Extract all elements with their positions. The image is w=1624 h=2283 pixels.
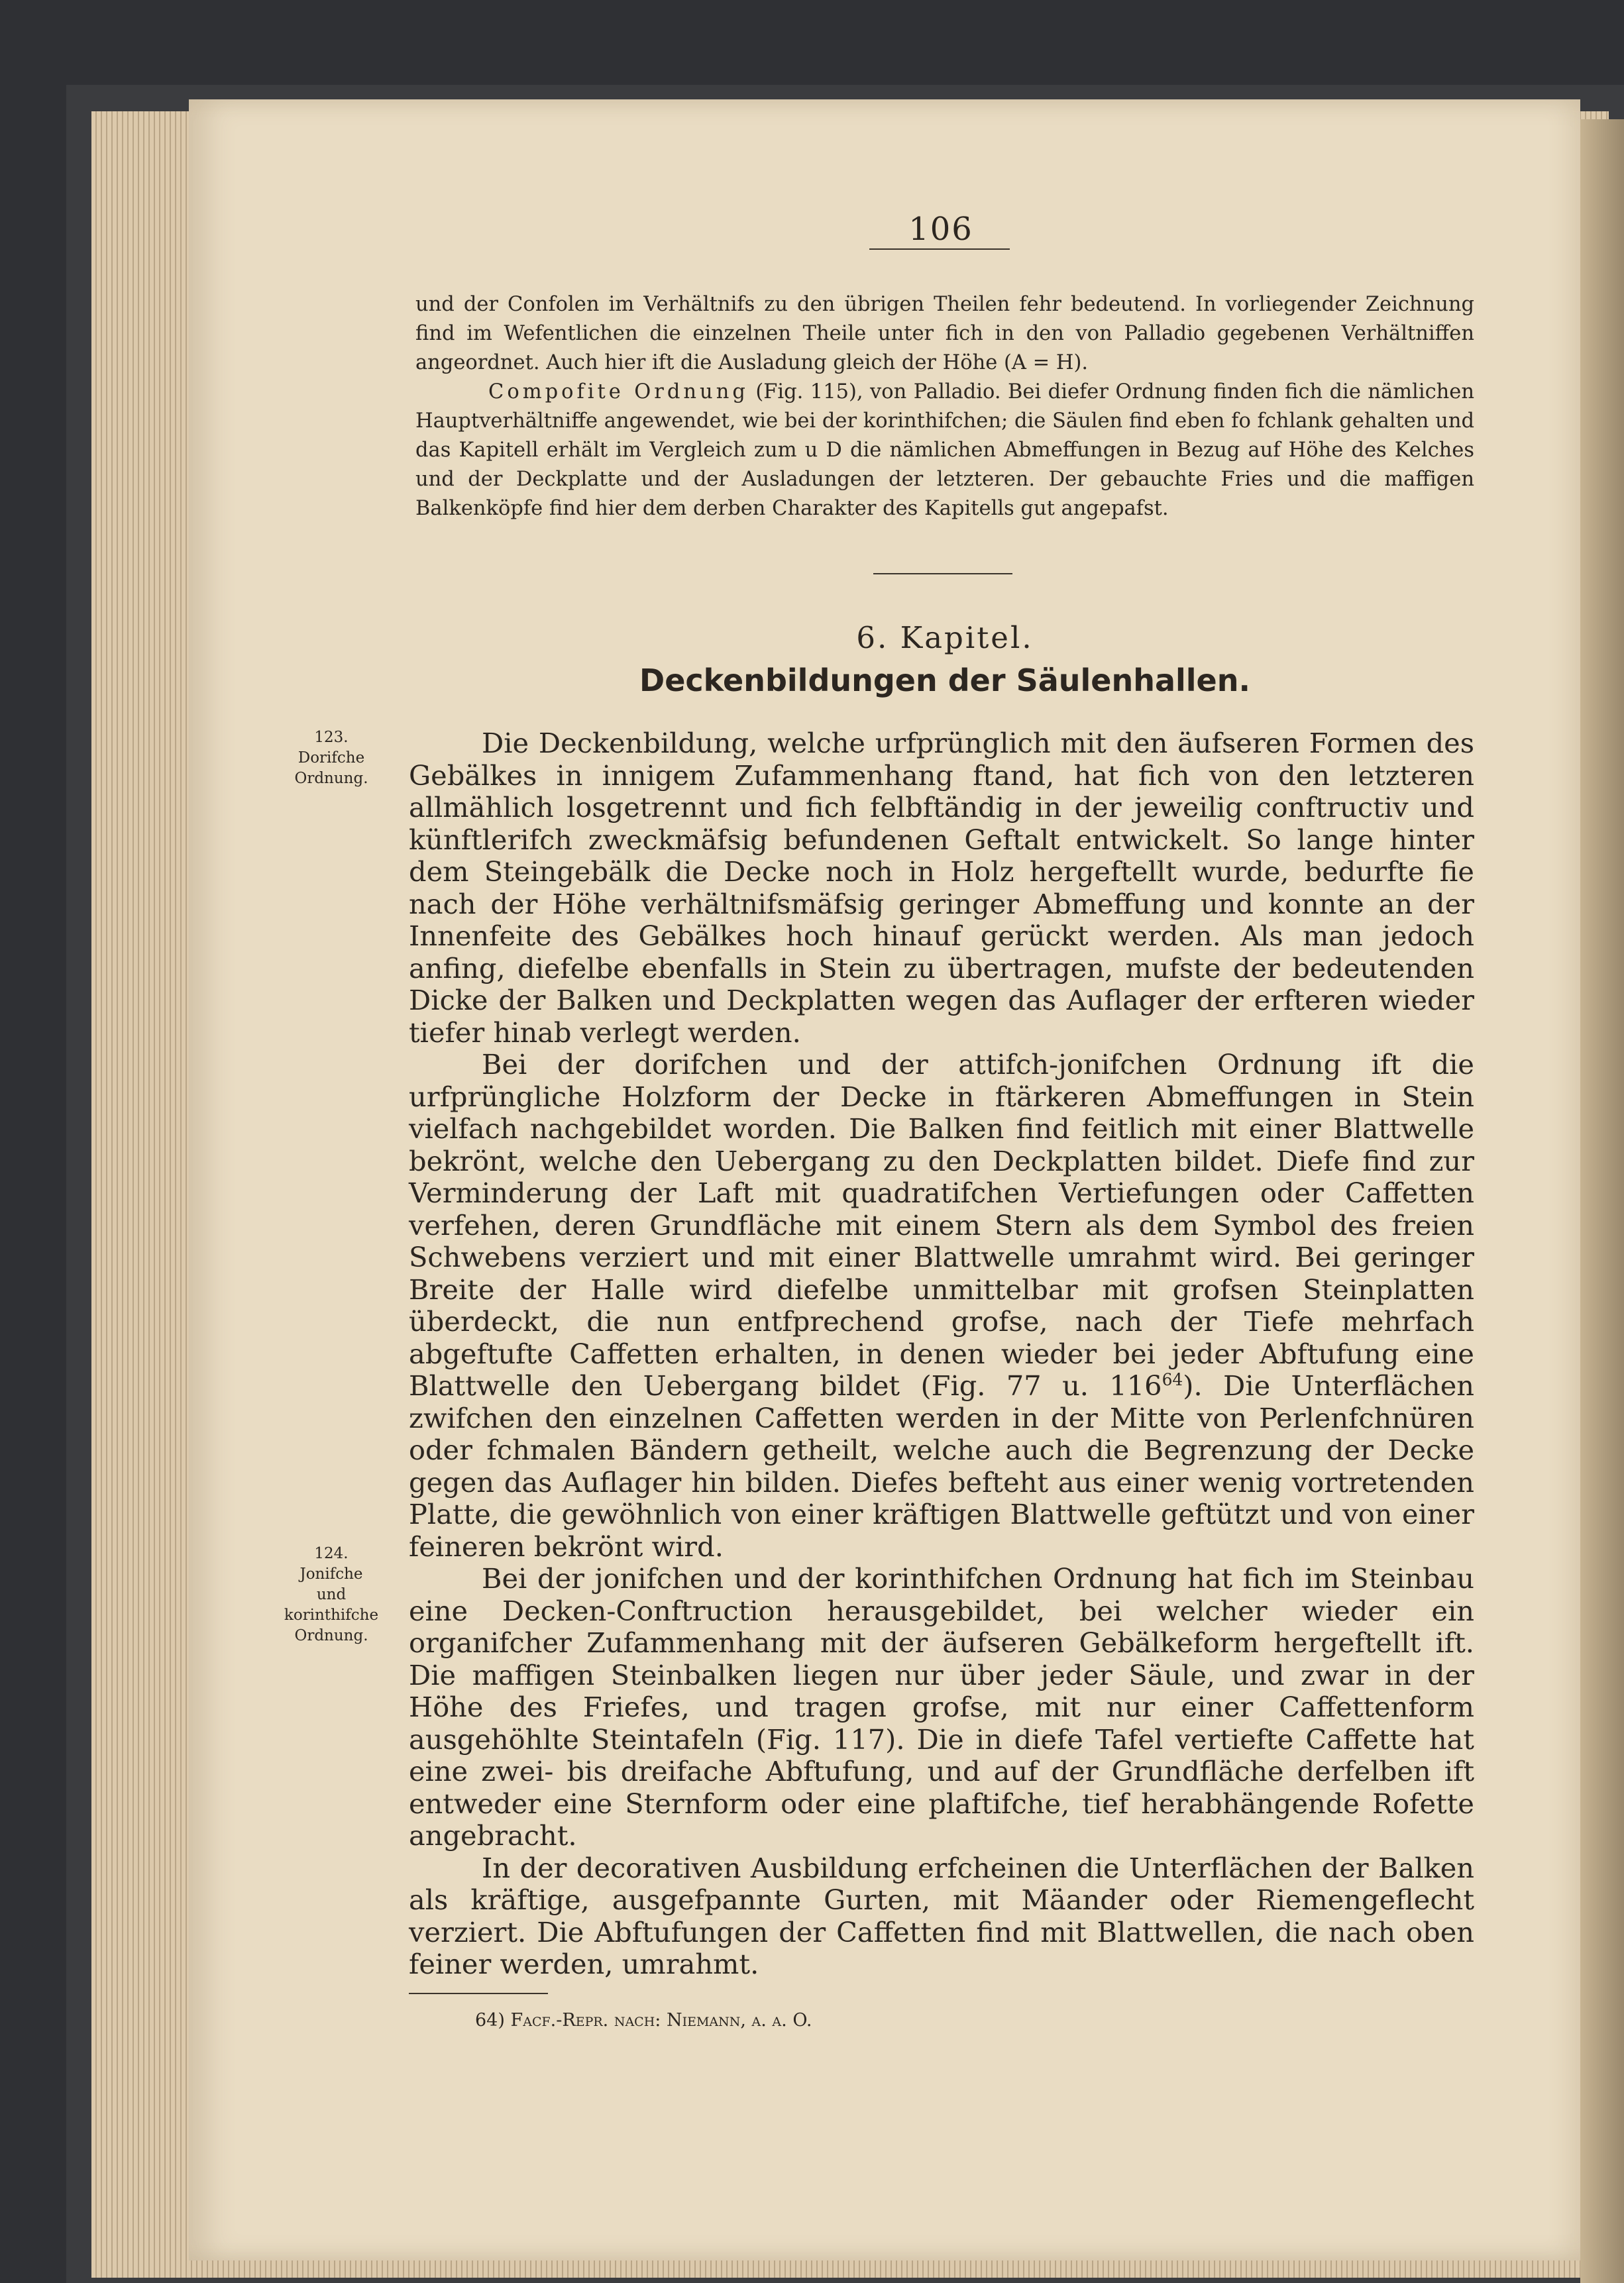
- footnote-mark: 64): [475, 2010, 505, 2031]
- page-number: 106: [908, 211, 973, 248]
- page-number-rule: [869, 248, 1010, 250]
- intro-paragraph-2-text: (Fig. 115), von Palladio. Bei diefer Ordnung finden fich die nämlichen Hauptverhältniffe angewendet, wie bei der korinthifchen; die Säulen find eben fo fchlank gehalten und das Kapitell erhält im Vergleich zum u D die nämlichen Abmeffungen in Bezug auf Höhe des Kelches und der Deckplatte und der Ausladungen der letzteren. Der gebauchte Fries und die maffigen Balkenköpfe find hier dem derben Charakter des Kapitells gut angepafst.: [415, 380, 1474, 520]
- composite-order-lead: Compofite Ordnung: [488, 380, 749, 403]
- chapter-number: 6. Kapitel.: [856, 620, 1034, 655]
- body-text: [409, 727, 1474, 1981]
- footnote-reference: 64: [1162, 1370, 1183, 1390]
- margin-note-124: [265, 1544, 398, 1646]
- body-paragraph-2: [409, 1049, 1474, 1563]
- section-divider: [873, 573, 1012, 574]
- footnote-text: Facf.-Repr. nach: Niemann, a. a. O.: [510, 2010, 812, 2031]
- margin-note-line: Dorifche: [298, 749, 365, 767]
- footnote: [475, 2010, 812, 2031]
- intro-paragraph-1: und der Confolen im Verhältnifs zu den übrigen Theilen fehr bedeutend. In vorliegender Zeichnung find im Wefentlichen die einzelnen Theile unter fich in den von Palladio gegebenen Verhältniffen angeordnet. Auch hier ift die Ausladung gleich der Höhe (A = H).: [415, 293, 1474, 374]
- footnote-rule: [409, 1993, 548, 1994]
- intro-text: [415, 290, 1474, 523]
- body-paragraph-4: In der decorativen Ausbildung erfcheinen die Unterflächen der Balken als kräftige, ausgefpannte Gurten, mit Mäander oder Riemengeflecht verziert. Die Abftufungen der Caffetten find mit Blattwellen, die nach oben feiner werden, umrahmt.: [409, 1851, 1474, 1980]
- margin-note-123: [265, 727, 398, 789]
- intro-paragraph-2: [415, 378, 1474, 523]
- body-paragraph-2-end: ). Die Unterflächen zwifchen den einzelnen Caffetten werden in der Mitte von Perlenfchnüren oder fchmalen Bändern getheilt, welche auch die Begrenzung der Decke gegen das Auflager hin bilden. Diefes befteht aus einer wenig vortretenden Platte, die gewöhnlich von einer kräftigen Blattwelle geftützt und von einer feineren bekrönt wird.: [409, 1369, 1475, 1563]
- margin-note-line: korinthifche: [284, 1607, 379, 1624]
- margin-note-number: 123.: [314, 729, 349, 746]
- margin-note-line: und: [316, 1586, 347, 1603]
- chapter-title: Deckenbildungen der Säulenhallen.: [639, 663, 1250, 698]
- margin-note-line: Ordnung.: [294, 1627, 368, 1644]
- body-paragraph-2-text: Bei der dorifchen und der attifch-jonifchen Ordnung ift die urfprüngliche Holzform der Decke in ftärkeren Abmeffungen in Stein vielfach nachgebildet worden. Die Balken find feitlich mit einer Blattwelle bekrönt, welche den Uebergang zu den Deckplatten bildet. Diefe find zur Verminderung der Laft mit quadratifchen Vertiefungen oder Caffetten verfehen, deren Grundfläche mit einem Stern als dem Symbol des freien Schwebens verziert und mit einer Blattwelle umrahmt wird. Bei geringer Breite der Halle wird diefelbe unmittelbar mit grofsen Steinplatten überdeckt, die nun entfprechend grofse, nach der Tiefe mehrfach abgeftufte Caffetten erhalten, in denen wieder bei jeder Abftufung eine Blattwelle den Uebergang bildet (Fig. 77 u. 116: [409, 1048, 1474, 1402]
- margin-note-line: Jonifche: [299, 1566, 363, 1583]
- margin-note-line: Ordnung.: [294, 770, 368, 787]
- body-paragraph-3: Bei der jonifchen und der korinthifchen Ordnung hat fich im Steinbau eine Decken-Conftruction herausgebildet, bei welcher wieder ein organifcher Zufammenhang mit der äufseren Gebälkeform hergeftellt ift. Die maffigen Steinbalken liegen nur über jeder Säule, und zwar in der Höhe des Friefes, und tragen grofse, mit nur einer Caffettenform ausgehöhlte Steintafeln (Fig. 117). Die in diefe Tafel vertiefte Caffette hat eine zwei- bis dreifache Abftufung, und auf der Grundfläche derfelben ift entweder eine Sternform oder eine plaftifche, tief herabhängende Rofette angebracht.: [409, 1562, 1474, 1852]
- margin-note-number: 124.: [314, 1545, 349, 1562]
- body-paragraph-1: Die Deckenbildung, welche urfprünglich mit den äufseren Formen des Gebälkes in innigem Zufammenhang ftand, hat fich von den letzteren allmählich losgetrennt und fich felbftändig in der jeweilig conftructiv und künftlerifch zweckmäfsig befundenen Geftalt entwickelt. So lange hinter dem Steingebälk die Decke noch in Holz hergeftellt wurde, bedurfte fie nach der Höhe verhältnifsmäfsig geringer Abmeffung und konnte an der Innenfeite des Gebälkes hoch hinauf gerückt werden. Als man jedoch anfing, diefelbe ebenfalls in Stein zu übertragen, mufste der bedeutenden Dicke der Balken und Deckplatten wegen das Auflager der erfteren wieder tiefer hinab verlegt werden.: [409, 727, 1474, 1049]
